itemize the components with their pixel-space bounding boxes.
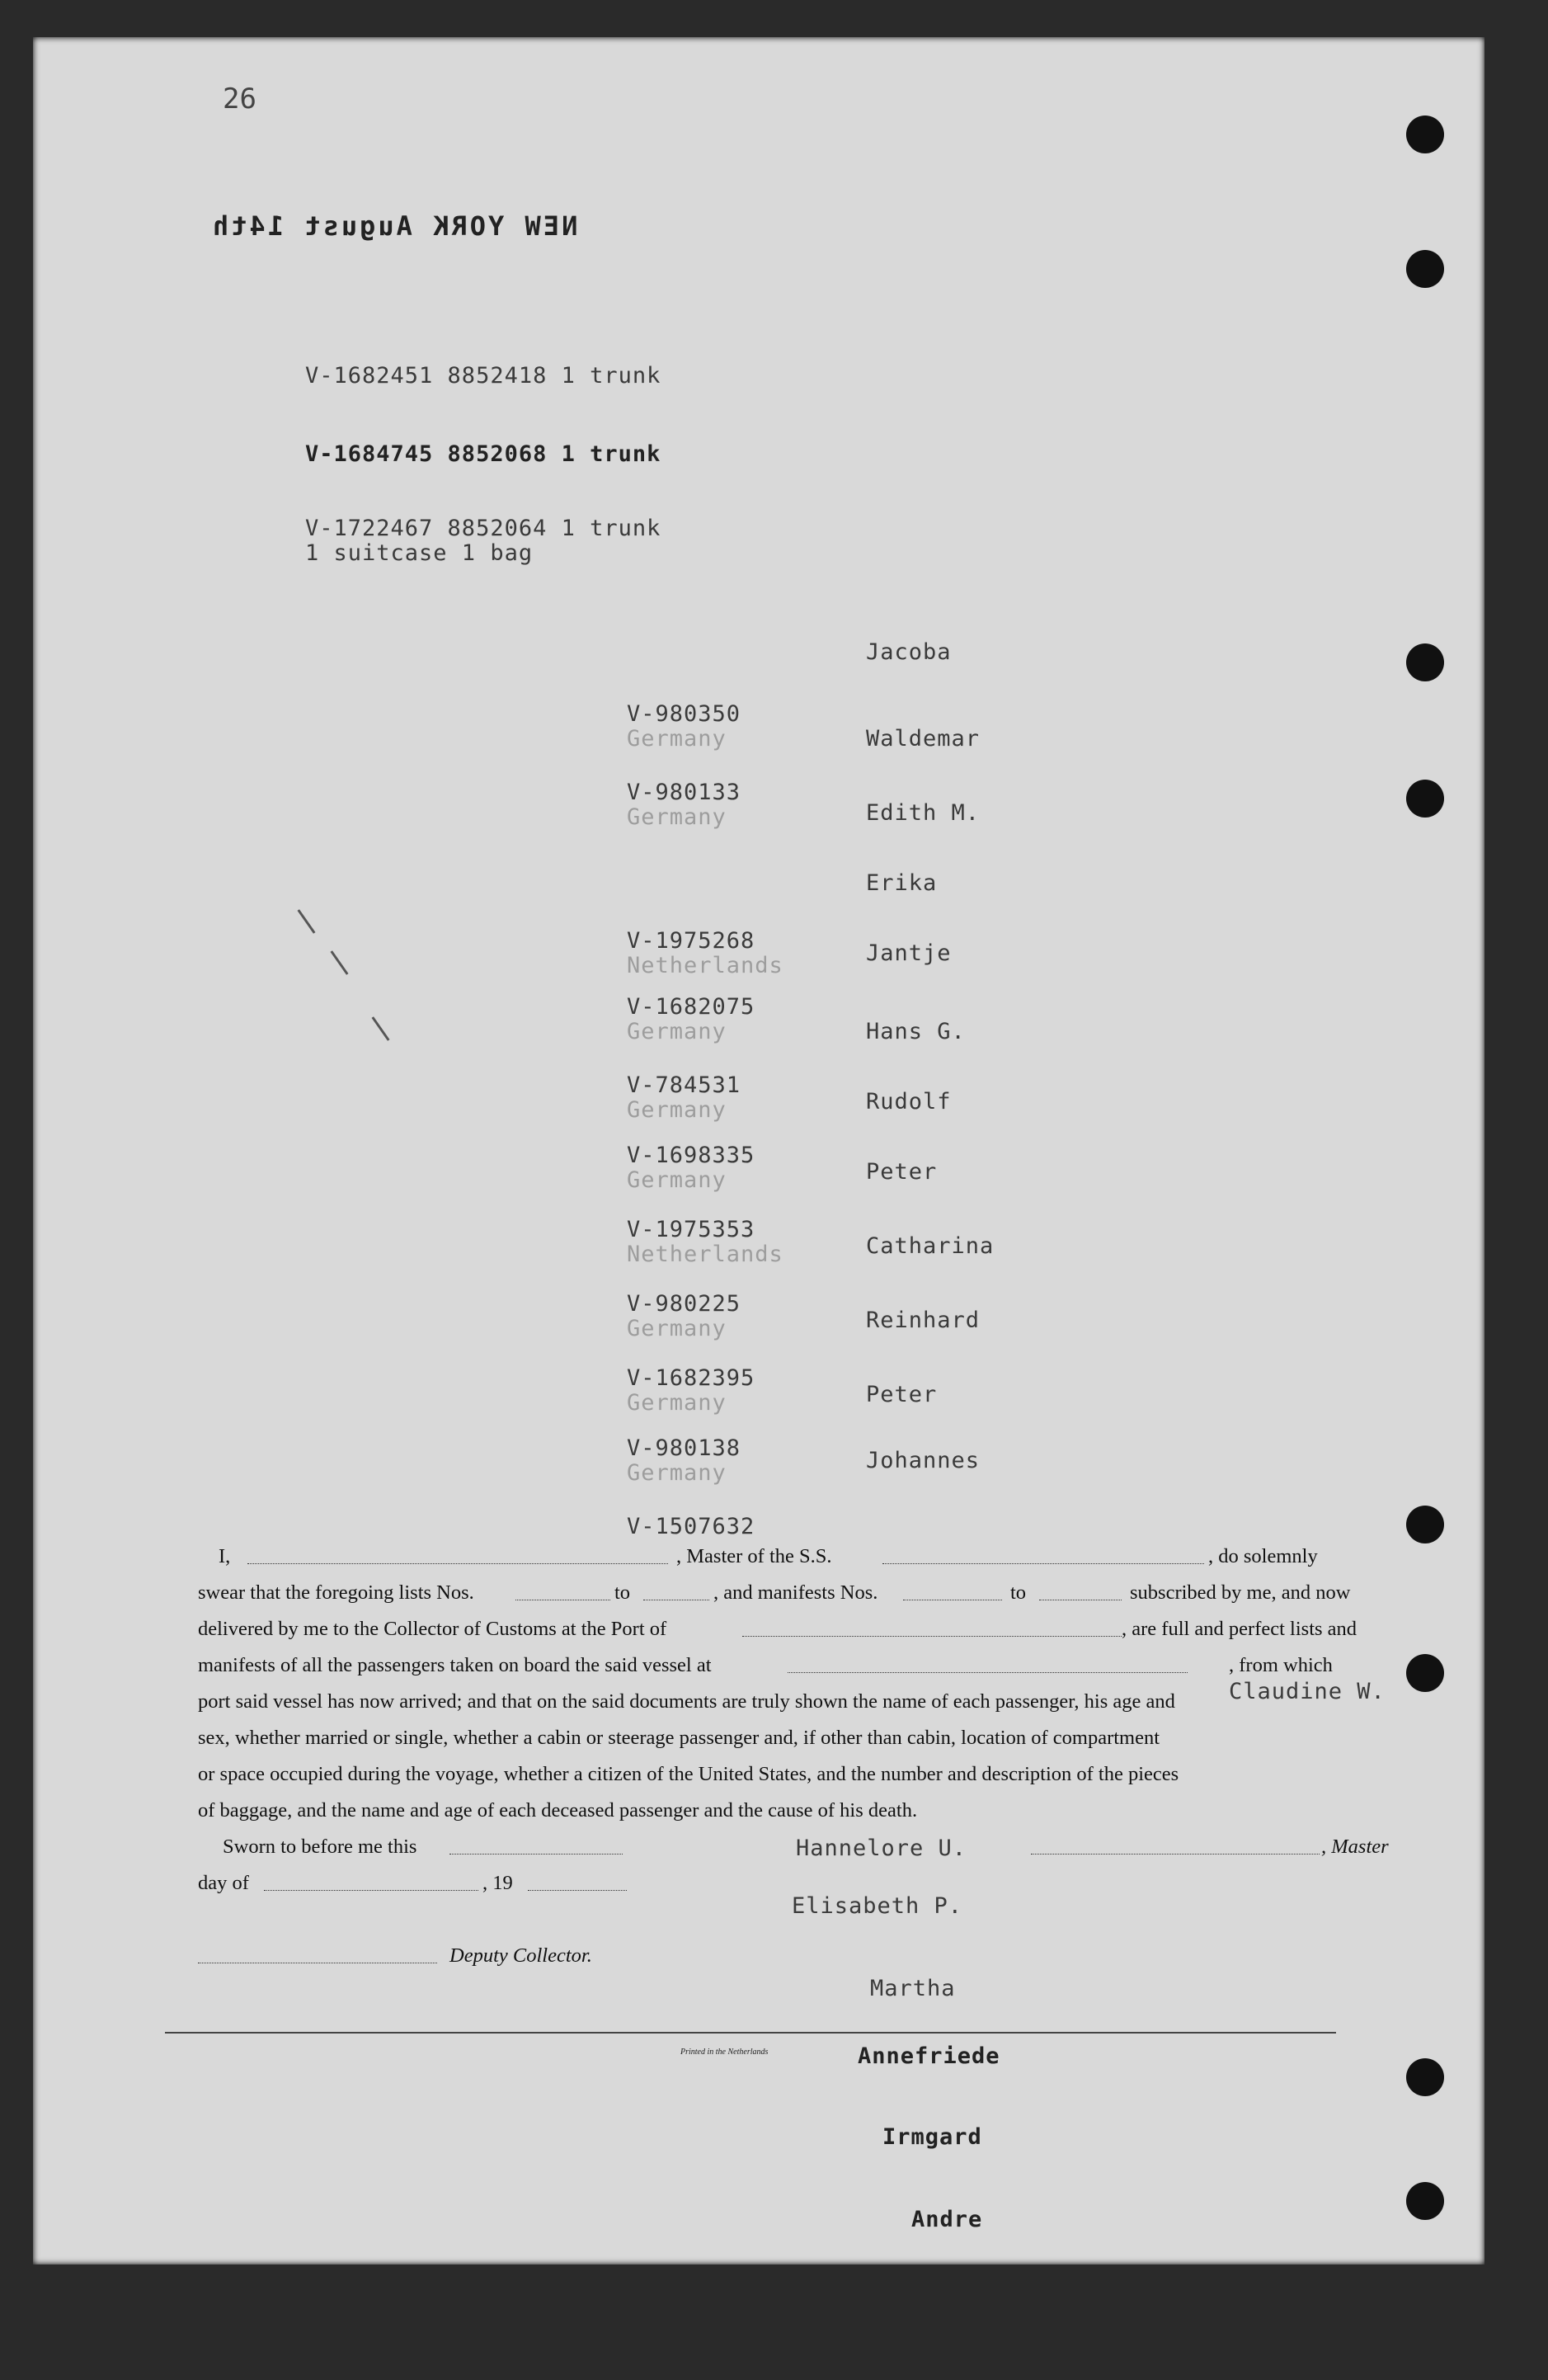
visa-number: V-1507632 [627, 1514, 755, 1539]
country: Germany [627, 1019, 727, 1044]
passenger-name: Hannelore U. [796, 1836, 967, 1861]
passenger-name: Hans G. [866, 1019, 966, 1044]
pencil-mark [331, 950, 349, 975]
visa-number: V-1698335 [627, 1143, 755, 1168]
form-master: , Master [1321, 1836, 1389, 1858]
form-from-which: , from which [1229, 1654, 1333, 1676]
visa-number: V-980350 [627, 701, 741, 727]
typed-entry: V-1684745 8852068 1 trunk [305, 441, 661, 467]
pencil-mark [372, 1016, 390, 1041]
form-line-8: of baggage, and the name and age of each deceased passenger and the cause of his death. [198, 1799, 918, 1822]
form-line-7: or space occupied during the voyage, whether a citizen of the United States, and the number and description of the pieces [198, 1763, 1179, 1785]
passenger-name: Peter [866, 1159, 938, 1185]
form-manifests-all: manifests of all the passengers taken on board the said vessel at [198, 1654, 712, 1676]
visa-number: V-980138 [627, 1435, 741, 1461]
form-swear: swear that the foregoing lists Nos. [198, 1581, 474, 1604]
visa-number: V-784531 [627, 1072, 741, 1098]
form-delivered: delivered by me to the Collector of Customs at the Port of [198, 1618, 667, 1640]
passenger-name: Rudolf [866, 1089, 952, 1115]
country: Germany [627, 804, 727, 830]
passenger-name: Irmgard [882, 2124, 982, 2150]
passenger-name: Claudine W. [1229, 1679, 1386, 1704]
passenger-name: Edith M. [866, 800, 981, 826]
visa-number: V-1975268 [627, 928, 755, 954]
country: Netherlands [627, 1242, 783, 1267]
country: Germany [627, 1097, 727, 1123]
punch-hole [1406, 780, 1444, 818]
country: Germany [627, 1460, 727, 1486]
form-sworn: Sworn to before me this [223, 1836, 417, 1858]
form-master-of: , Master of the S.S. [676, 1545, 832, 1567]
form-do-solemnly: , do solemnly [1208, 1545, 1318, 1567]
lists-from-field [515, 1578, 610, 1600]
typed-entry: V-1682451 8852418 1 trunk [305, 363, 661, 389]
passenger-name: Waldemar [866, 726, 981, 752]
passenger-name: Jantje [866, 940, 952, 966]
year-field [528, 1869, 627, 1891]
punch-hole [1406, 250, 1444, 288]
country: Germany [627, 1390, 727, 1416]
typed-entry: V-1722467 8852064 1 trunk [305, 516, 661, 541]
month-field [264, 1869, 478, 1891]
visa-number: V-980133 [627, 780, 741, 805]
country: Netherlands [627, 953, 783, 978]
form-and-manifests: , and manifests Nos. [713, 1581, 878, 1604]
country: Germany [627, 1167, 727, 1193]
divider-rule [165, 2032, 1336, 2034]
form-subscribed: subscribed by me, and now [1130, 1581, 1351, 1604]
manifests-from-field [903, 1578, 1002, 1600]
manifest-page [33, 37, 1484, 2265]
form-to2: to [1010, 1581, 1027, 1604]
printer-imprint: Printed in the Netherlands [680, 2048, 769, 2057]
punch-hole [1406, 1506, 1444, 1543]
punch-hole [1406, 1654, 1444, 1692]
visa-number: V-980225 [627, 1291, 741, 1317]
punch-hole [1406, 115, 1444, 153]
passenger-name: Andre [911, 2207, 983, 2232]
typed-entry: 1 suitcase 1 bag [305, 540, 534, 566]
country: Germany [627, 1316, 727, 1341]
passenger-name: Annefriede [858, 2043, 1000, 2069]
passenger-name: Jacoba [866, 639, 952, 665]
lists-to-field [643, 1578, 709, 1600]
passenger-name: Johannes [866, 1448, 981, 1473]
page-number: 26 [223, 82, 256, 115]
form-day-of: day of [198, 1872, 249, 1894]
passenger-name: Peter [866, 1382, 938, 1407]
passenger-name: Elisabeth P. [792, 1893, 963, 1919]
form-i: I, [219, 1545, 231, 1567]
visa-number: V-1682075 [627, 994, 755, 1020]
passenger-name: Martha [870, 1976, 956, 2001]
deputy-signature-field [198, 1941, 437, 1963]
passenger-name: Reinhard [866, 1308, 981, 1333]
punch-hole [1406, 643, 1444, 681]
passenger-name: Erika [866, 870, 938, 896]
form-full-perfect: , are full and perfect lists and [1122, 1618, 1357, 1640]
form-to1: to [614, 1581, 631, 1604]
page-header: NEW YORK August 14th [210, 210, 578, 242]
punch-hole [1406, 2058, 1444, 2096]
visa-number: V-1682395 [627, 1365, 755, 1391]
punch-hole [1406, 2182, 1444, 2220]
master-signature-field [1031, 1832, 1320, 1855]
passenger-name: Catharina [866, 1233, 995, 1259]
pencil-mark [298, 909, 316, 934]
form-year: , 19 [482, 1872, 513, 1894]
port-field [742, 1614, 1122, 1637]
form-line-5: port said vessel has now arrived; and that on the said documents are truly shown the name of each passenger, his age and [198, 1690, 1175, 1713]
country: Germany [627, 726, 727, 752]
departure-port-field [788, 1651, 1188, 1673]
ship-name-field [882, 1542, 1204, 1564]
sworn-day-field [449, 1832, 623, 1855]
master-name-field [247, 1542, 668, 1564]
visa-number: V-1975353 [627, 1217, 755, 1242]
manifests-to-field [1039, 1578, 1122, 1600]
form-line-6: sex, whether married or single, whether a cabin or steerage passenger and, if other than cabin, location of compartment [198, 1727, 1160, 1749]
form-deputy: Deputy Collector. [449, 1944, 592, 1967]
